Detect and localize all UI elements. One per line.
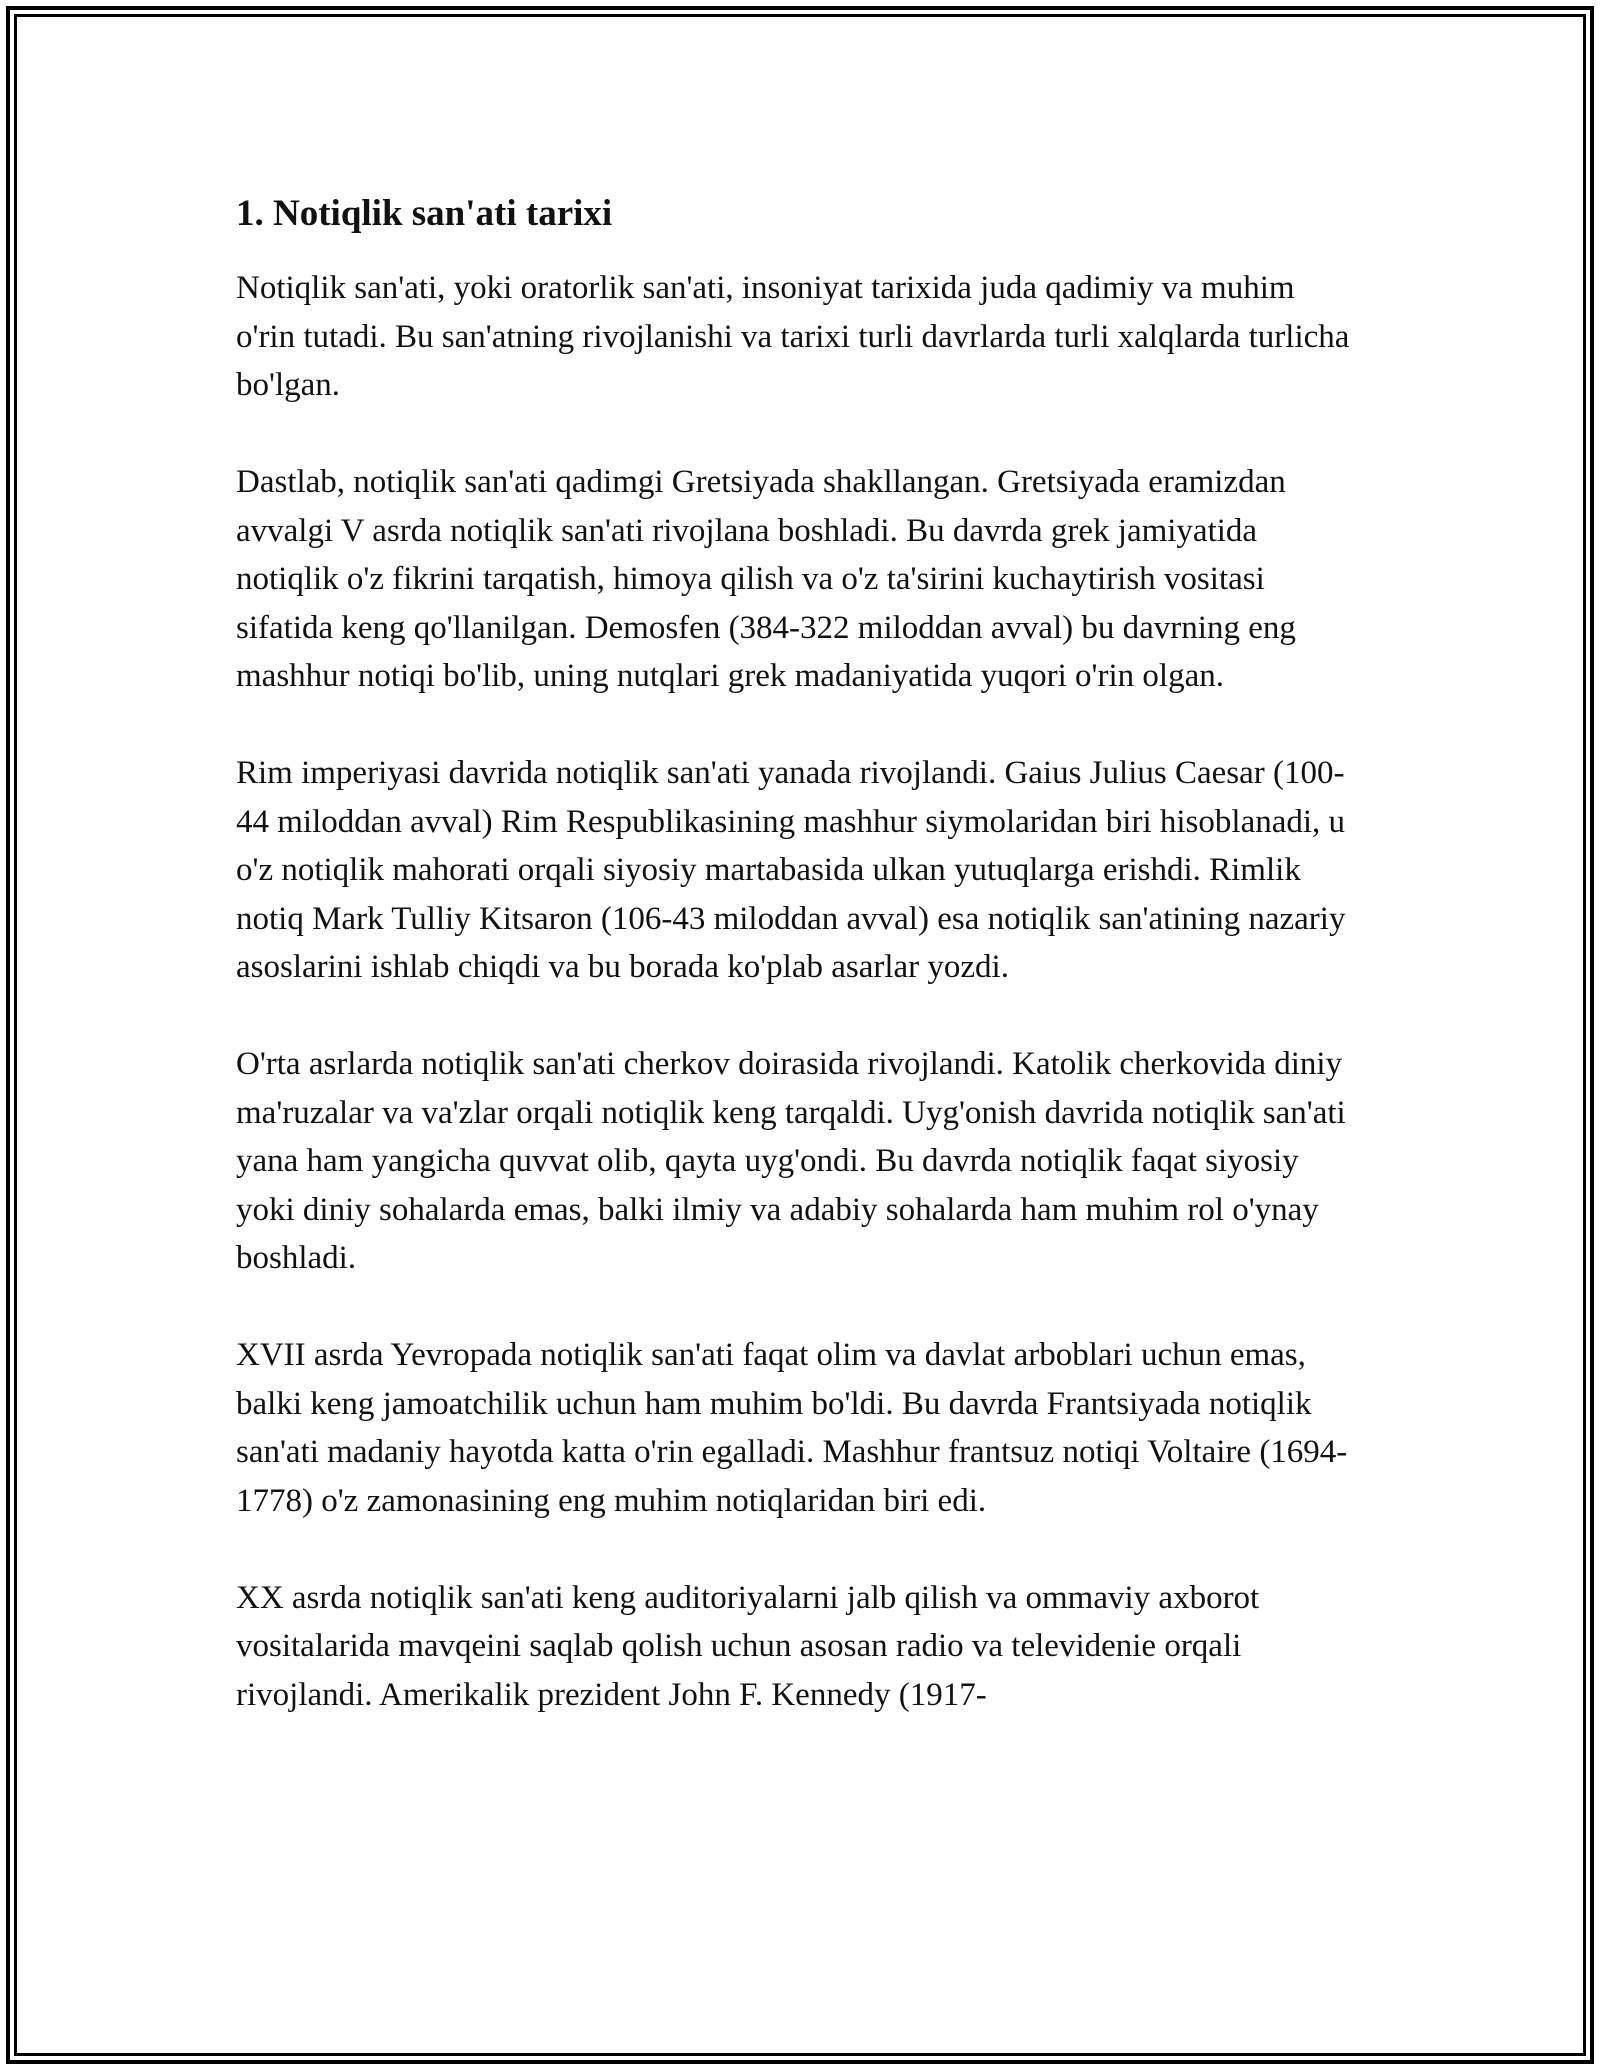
document-body: [236, 186, 1356, 1768]
paragraph-2: Dastlab, notiqlik san'ati qadimgi Gretsiyada shakllangan. Gretsiyada eramizdan avvalgi V asrda notiqlik san'ati rivojlana boshladi. Bu davrda grek jamiyatida notiqlik o'z fikrini tarqatish, himoya qilish va o'z ta'sirini kuchaytirish vositasi sifatida keng qo'llanilgan. Demosfen (384-322 miloddan avval) bu davrning eng mashhur notiqi bo'lib, uning nutqlari grek madaniyatida yuqori o'rin olgan.: [236, 464, 1296, 694]
paragraph-4: O'rta asrlarda notiqlik san'ati cherkov doirasida rivojlandi. Katolik cherkovida diniy ma'ruzalar va va'zlar orqali notiqlik keng tarqaldi. Uyg'onish davrida notiqlik san'ati yana ham yangicha quvvat olib, qayta uyg'ondi. Bu davrda notiqlik faqat siyosiy yoki diniy sohalarda emas, balki ilmiy va adabiy sohalarda ham muhim rol o'ynay boshladi.: [236, 1046, 1346, 1276]
paragraph-3: Rim imperiyasi davrida notiqlik san'ati yanada rivojlandi. Gaius Julius Caesar (100-44 miloddan avval) Rim Respublikasining mashhur siymolaridan biri hisoblanadi, u o'z notiqlik mahorati orqali siyosiy martabasida ulkan yutuqlarga erishdi. Rimlik notiq Mark Tulliy Kitsaron (106-43 miloddan avval) esa notiqlik san'atining nazariy asoslarini ishlab chiqdi va bu borada ko'plab asarlar yozdi.: [236, 755, 1346, 985]
paragraph-1: Notiqlik san'ati, yoki oratorlik san'ati, insoniyat tarixida juda qadimiy va muhim o'rin tutadi. Bu san'atning rivojlanishi va tarixi turli davrlarda turli xalqlarda turlicha bo'lgan.: [236, 270, 1350, 403]
paragraph-5: XVII asrda Yevropada notiqlik san'ati faqat olim va davlat arboblari uchun emas, balki keng jamoatchilik uchun ham muhim bo'ldi. Bu davrda Frantsiyada notiqlik san'ati madaniy hayotda katta o'rin egalladi. Mashhur frantsuz notiqi Voltaire (1694-1778) o'z zamonasining eng muhim notiqlaridan biri edi.: [236, 1337, 1348, 1519]
paragraph-6: XX asrda notiqlik san'ati keng auditoriyalarni jalb qilish va ommaviy axborot vositalarida mavqeini saqlab qolish uchun asosan radio va televidenie orqali rivojlandi. Amerikalik prezident John F. Kennedy (1917-: [236, 1579, 1260, 1713]
section-title: 1. Notiqlik san'ati tarixi: [236, 193, 613, 234]
